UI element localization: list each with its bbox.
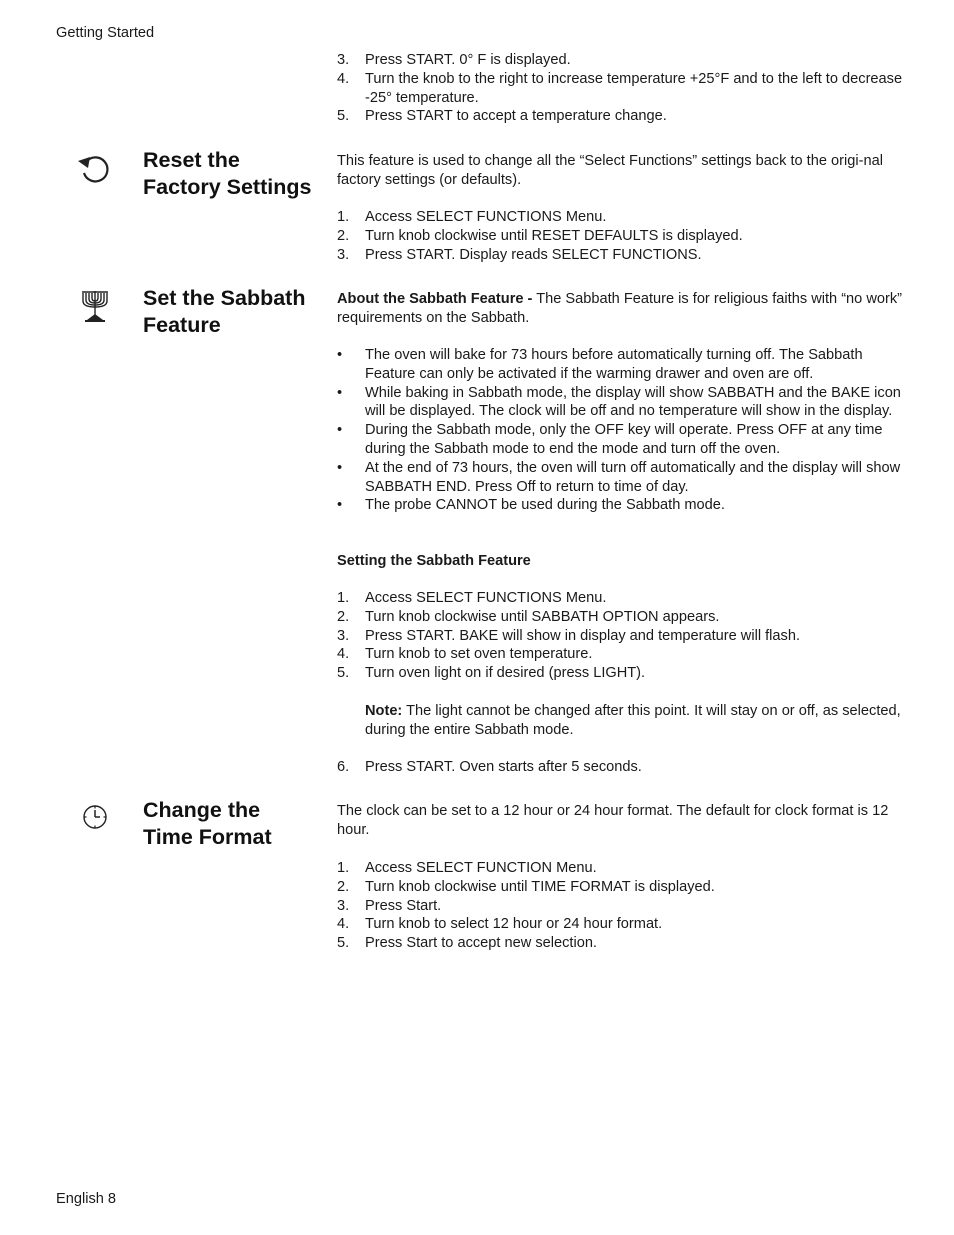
continued-steps-list	[337, 51, 903, 126]
step-number: 2.	[337, 878, 350, 895]
list-item	[337, 589, 903, 608]
step-number: 1.	[337, 209, 350, 225]
sabbath-heading	[143, 285, 328, 338]
reset-intro: This feature is used to change all the “Select Functions” settings back to the origi-nal factory settings (or defaults).	[337, 153, 883, 188]
bullet-text: At the end of 73 hours, the oven will turn off automatically and the display will show SABBATH END. Press Off to return to time of day.	[365, 459, 901, 495]
about-text: The Sabbath Feature is for religious faiths with “no work” requirements on the Sabbath.	[337, 291, 903, 326]
heading-line: Factory Settings	[143, 174, 312, 199]
list-item	[337, 664, 903, 683]
step-text: Press START. Oven starts after 5 seconds.	[365, 759, 642, 775]
bullet-text: The oven will bake for 73 hours before automatically turning off. The Sabbath Feature can only be activated if the warming drawer and oven are off.	[365, 347, 863, 382]
list-item	[337, 246, 903, 265]
list-item	[337, 70, 903, 108]
step-text: Access SELECT FUNCTIONS Menu.	[365, 590, 607, 606]
list-item	[337, 915, 903, 934]
step-number: 3.	[337, 246, 350, 263]
step-number: 3.	[337, 627, 350, 644]
list-item	[337, 897, 903, 916]
list-item	[337, 51, 903, 70]
step-text: Turn knob to set oven temperature.	[365, 646, 593, 663]
step-text: Press START. 0° F is displayed.	[365, 52, 571, 68]
step-number: 4.	[337, 70, 350, 87]
step-text: Turn knob clockwise until RESET DEFAULTS is displayed.	[365, 227, 743, 244]
running-header: Getting Started	[56, 25, 155, 41]
heading-line: Set the Sabbath	[143, 286, 306, 310]
sabbath-final-step	[337, 758, 903, 777]
heading-line: Time Format	[143, 824, 272, 849]
list-item	[337, 859, 903, 878]
list-item	[337, 421, 903, 459]
step-number: 3.	[337, 897, 350, 914]
bullet-text: While baking in Sabbath mode, the display will show SABBATH and the BAKE icon will be displayed. The clock will be off and no temperature will show in the display.	[365, 384, 901, 420]
step-number: 1.	[337, 860, 350, 876]
bullet-mark: •	[337, 384, 343, 401]
list-item	[337, 934, 903, 953]
step-text: Turn knob to select 12 hour or 24 hour format.	[365, 916, 663, 933]
step-text: Press START. BAKE will show in display and temperature will flash.	[365, 627, 801, 644]
list-item	[337, 208, 903, 227]
step-number: 5.	[337, 108, 350, 125]
step-number: 1.	[337, 590, 350, 606]
list-item	[337, 645, 903, 664]
bullet-mark: •	[337, 347, 343, 363]
bullet-mark: •	[337, 497, 343, 514]
step-number: 4.	[337, 646, 350, 663]
step-number: 3.	[337, 52, 350, 68]
bullet-text: During the Sabbath mode, only the OFF key will operate. Press OFF at any time during the Sabbath mode to end the mode and turn off the oven.	[365, 422, 883, 457]
bullet-mark: •	[337, 459, 343, 476]
sabbath-steps-list	[337, 589, 903, 683]
heading-line: Change the	[143, 798, 261, 822]
list-item	[337, 107, 903, 126]
step-text: Press START. Display reads SELECT FUNCTIONS.	[365, 246, 702, 263]
list-item	[337, 878, 903, 897]
page-footer: English 8	[56, 1191, 117, 1207]
note-text: The light cannot be changed after this point. It will stay on or off, as selected, during the entire Sabbath mode.	[365, 703, 901, 738]
step-text: Press Start.	[365, 897, 442, 914]
timeformat-heading	[143, 797, 328, 850]
step-text: Press START to accept a temperature change.	[365, 108, 667, 125]
step-text: Turn oven light on if desired (press LIGHT).	[365, 665, 646, 682]
step-number: 5.	[337, 665, 350, 682]
heading-line: Feature	[143, 312, 221, 337]
bullet-mark: •	[337, 422, 343, 439]
list-item	[337, 608, 903, 627]
sabbath-note	[365, 702, 903, 740]
bullet-text: The probe CANNOT be used during the Sabbath mode.	[365, 497, 725, 514]
about-label: About the Sabbath Feature -	[337, 291, 533, 307]
setting-sabbath-subheading: Setting the Sabbath Feature	[337, 553, 531, 569]
step-text: Turn knob clockwise until SABBATH OPTION appears.	[365, 608, 720, 625]
reset-heading	[143, 147, 328, 200]
reset-arrow-icon	[76, 151, 114, 191]
timeformat-intro: The clock can be set to a 12 hour or 24 hour format. The default for clock format is 12 hour.	[337, 803, 889, 838]
step-number: 2.	[337, 227, 350, 244]
list-item	[337, 459, 903, 497]
list-item	[337, 627, 903, 646]
step-text: Access SELECT FUNCTION Menu.	[365, 860, 597, 876]
menorah-icon	[79, 289, 111, 329]
step-number: 6.	[337, 759, 350, 775]
step-text: Turn the knob to the right to increase temperature +25°F and to the left to decrease -25° temperature.	[365, 70, 903, 106]
step-text: Press Start to accept new selection.	[365, 935, 597, 952]
step-number: 2.	[337, 608, 350, 625]
note-label: Note:	[365, 703, 403, 719]
clock-icon	[81, 803, 109, 837]
list-item	[337, 384, 903, 422]
sabbath-about	[337, 290, 903, 328]
step-text: Turn knob clockwise until TIME FORMAT is displayed.	[365, 878, 715, 895]
reset-steps-list	[337, 208, 903, 264]
sabbath-bullets-list	[337, 346, 903, 515]
list-item	[337, 227, 903, 246]
step-number: 5.	[337, 935, 350, 952]
list-item	[337, 496, 903, 515]
timeformat-steps-list	[337, 859, 903, 953]
step-number: 4.	[337, 916, 350, 933]
step-text: Access SELECT FUNCTIONS Menu.	[365, 209, 607, 225]
heading-line: Reset the	[143, 148, 240, 172]
list-item	[337, 346, 903, 384]
list-item	[337, 758, 903, 777]
